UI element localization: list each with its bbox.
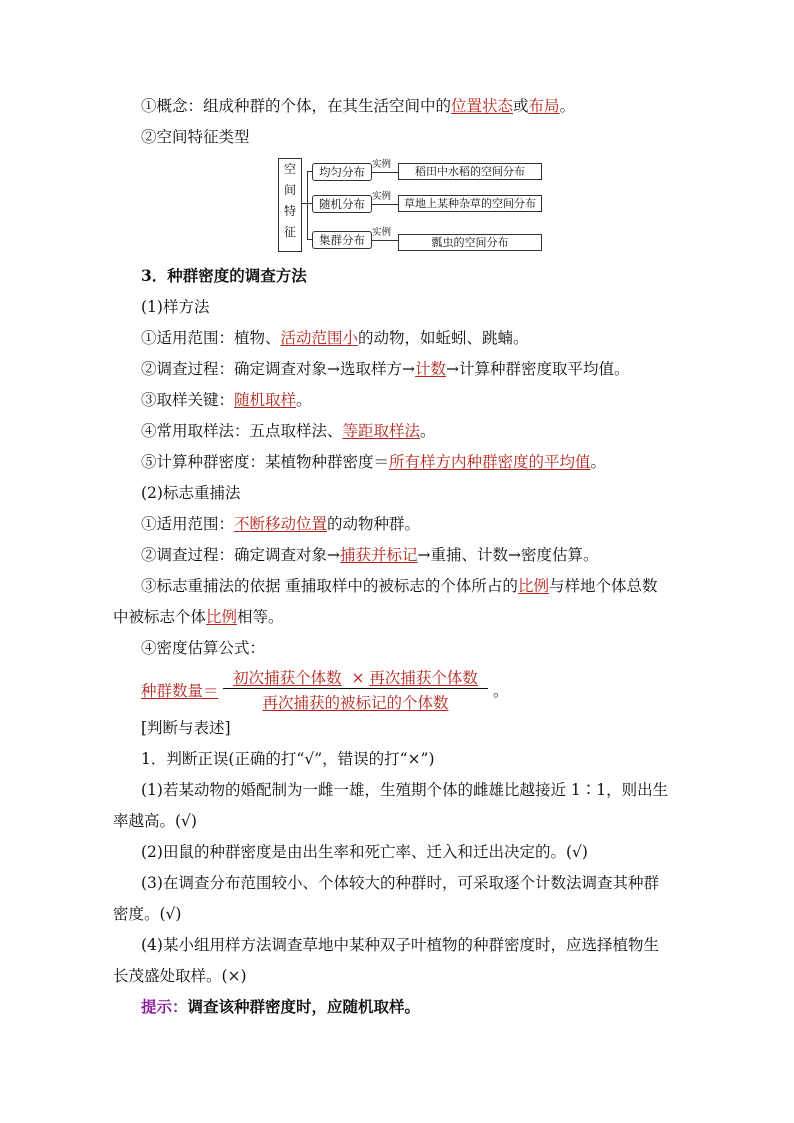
question-4: (4)某小组用样方法调查草地中某种双子叶植物的种群密度时，应选择植物生 — [141, 936, 659, 954]
fraction-bar — [223, 688, 488, 689]
section-title: 3．种群密度的调查方法 — [141, 266, 307, 285]
quadrat-scope: ①适用范围：植物、活动范围小的动物，如蚯蚓、跳蝻。 — [141, 329, 529, 347]
example-label: 实例 — [372, 159, 392, 170]
mark-process: ②调查过程：确定调查对象→捕获并标记→重捕、计数→密度估算。 — [141, 546, 599, 564]
formula-heading: ④密度估算公式： — [141, 639, 266, 657]
answer-key: 随机取样 — [234, 391, 297, 409]
formula-label: 种群数量＝ — [141, 682, 219, 700]
answer-key: 位置状态 — [451, 97, 514, 115]
diagram-example: 稻田中水稻的空间分布 — [398, 163, 542, 180]
quadrat-calc: ⑤计算种群密度：某植物种群密度＝所有样方内种群密度的平均值。 — [141, 453, 607, 471]
spatial-feature-diagram — [278, 158, 548, 254]
diagram-example: 瓢虫的空间分布 — [398, 234, 542, 251]
hint-text: 调查该种群密度时，应随机取样。 — [187, 997, 421, 1016]
hint-line — [141, 997, 420, 1017]
quadrat-methods: ④常用取样法：五点取样法、等距取样法。 — [141, 422, 436, 440]
question-2: (2)田鼠的种群密度是由出生率和死亡率、迁入和迁出决定的。(√) — [141, 843, 588, 861]
diagram-root-box: 空 间 特 征 — [278, 158, 302, 252]
diagram-category: 随机分布 — [312, 195, 372, 213]
diagram-category: 均匀分布 — [312, 163, 372, 181]
answer-key: 捕获并标记 — [340, 546, 418, 564]
answer-key: 计数 — [414, 360, 446, 378]
example-label: 实例 — [372, 227, 392, 238]
spatial-type-heading: ②空间特征类型 — [141, 128, 250, 146]
subsection-title: (2)标志重捕法 — [141, 484, 241, 502]
formula-denominator: 再次捕获的被标记的个体数 — [262, 694, 449, 712]
concept-line: ①概念：组成种群的个体，在其生活空间中的位置状态或布局。 — [141, 97, 576, 115]
answer-key: 活动范围小 — [280, 329, 359, 347]
quadrat-process: ②调查过程：确定调查对象→选取样方→计数→计算种群密度取平均值。 — [141, 360, 630, 378]
answer-key: 等距取样法 — [342, 422, 421, 440]
mark-basis: ③标志重捕法的依据 重捕取样中的被标志的个体所占的比例与样地个体总数 — [141, 577, 658, 595]
diagram-example: 草地上某种杂草的空间分布 — [398, 195, 542, 212]
mark-scope: ①适用范围：不断移动位置的动物种群。 — [141, 515, 421, 533]
question-title: 1．判断正误(正确的打“√”，错误的打“×”) — [141, 750, 435, 768]
formula-numerator: 初次捕获个体数 × 再次捕获个体数 — [233, 669, 478, 687]
question-4-cont: 长茂盛处取样。(×) — [113, 967, 247, 985]
diagram-category: 集群分布 — [312, 231, 372, 249]
answer-key: 布局 — [528, 97, 560, 115]
hint-label: 提示： — [141, 997, 188, 1016]
question-1: (1)若某动物的婚配制为一雌一雄，生殖期个体的雌雄比越接近 1∶1，则出生 — [141, 781, 669, 799]
example-label: 实例 — [372, 191, 392, 202]
answer-key: 不断移动位置 — [234, 515, 328, 533]
question-1-cont: 率越高。(√) — [113, 812, 197, 830]
answer-key: 所有样方内种群密度的平均值 — [389, 453, 591, 471]
judge-heading: [判断与表述] — [141, 719, 231, 737]
subsection-title: (1)样方法 — [141, 298, 210, 316]
mark-basis-cont: 中被标志个体比例相等。 — [113, 608, 284, 626]
question-3: (3)在调查分布范围较小、个体较大的种群时，可采取逐个计数法调查其种群 — [141, 874, 659, 892]
answer-key: 比例 — [517, 577, 549, 595]
answer-key: 比例 — [206, 608, 238, 626]
quadrat-key: ③取样关键：随机取样。 — [141, 391, 312, 409]
question-3-cont: 密度。(√) — [113, 905, 182, 923]
